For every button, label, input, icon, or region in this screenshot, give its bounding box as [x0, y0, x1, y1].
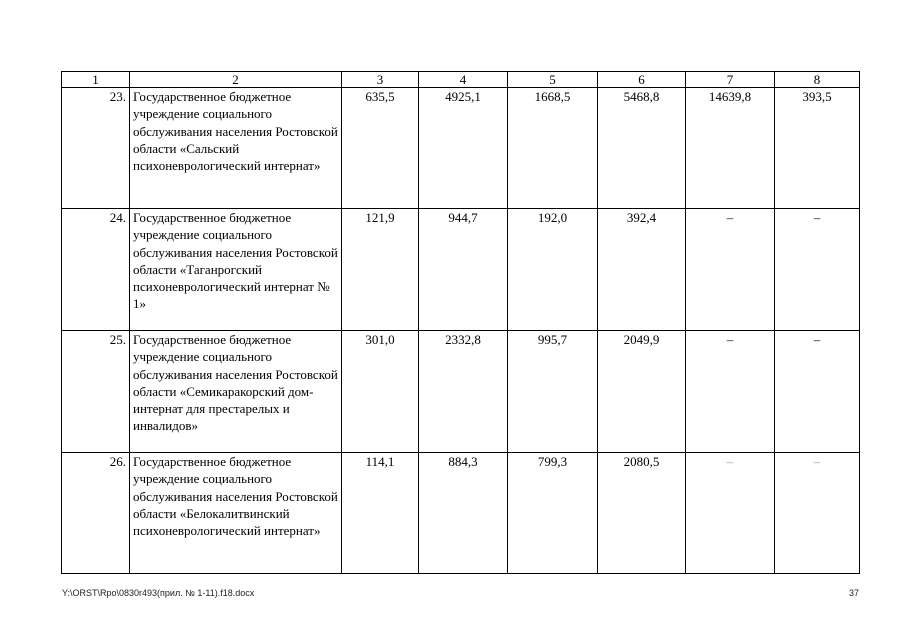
value-cell: 4925,1 [419, 88, 508, 209]
table-row [62, 331, 860, 453]
value-cell: 114,1 [342, 453, 419, 574]
column-header: 4 [419, 72, 508, 88]
row-number: 23. [62, 88, 130, 209]
value-cell: 1668,5 [508, 88, 598, 209]
table-header-row [62, 72, 860, 88]
column-header: 1 [62, 72, 130, 88]
column-header: 2 [130, 72, 342, 88]
table-row [62, 88, 860, 209]
page-number: 37 [848, 588, 859, 598]
institution-name: Государственное бюджетное учреждение социального обслуживания населения Ростовской области «Сальский психоневрологический интернат» [130, 88, 342, 209]
value-cell: 121,9 [342, 209, 419, 331]
value-cell: – [686, 331, 775, 453]
value-cell: – [686, 453, 775, 574]
table-row [62, 453, 860, 574]
row-number: 25. [62, 331, 130, 453]
institution-name: Государственное бюджетное учреждение социального обслуживания населения Ростовской области «Таганрогский психоневрологический интернат № 1» [130, 209, 342, 331]
value-cell: 392,4 [598, 209, 686, 331]
value-cell: – [775, 209, 860, 331]
value-cell: – [775, 453, 860, 574]
column-header: 8 [775, 72, 860, 88]
value-cell: 944,7 [419, 209, 508, 331]
value-cell: 192,0 [508, 209, 598, 331]
column-header: 3 [342, 72, 419, 88]
value-cell: 2332,8 [419, 331, 508, 453]
institution-name: Государственное бюджетное учреждение социального обслуживания населения Ростовской области «Белокалитвинский психоневрологический интернат» [130, 453, 342, 574]
row-number: 24. [62, 209, 130, 331]
value-cell: 995,7 [508, 331, 598, 453]
value-cell: – [775, 331, 860, 453]
column-header: 5 [508, 72, 598, 88]
value-cell: – [686, 209, 775, 331]
value-cell: 635,5 [342, 88, 419, 209]
table-row [62, 209, 860, 331]
value-cell: 2049,9 [598, 331, 686, 453]
column-header: 6 [598, 72, 686, 88]
value-cell: 884,3 [419, 453, 508, 574]
institution-name: Государственное бюджетное учреждение социального обслуживания населения Ростовской области «Семикаракорский дом-интернат для престарелых и инвалидов» [130, 331, 342, 453]
data-table [61, 71, 860, 574]
value-cell: 5468,8 [598, 88, 686, 209]
value-cell: 393,5 [775, 88, 860, 209]
value-cell: 301,0 [342, 331, 419, 453]
document-file-path: Y:\ORST\Rpo\0830r493(прил. № 1-11).f18.docx [62, 588, 255, 598]
value-cell: 14639,8 [686, 88, 775, 209]
row-number: 26. [62, 453, 130, 574]
value-cell: 2080,5 [598, 453, 686, 574]
column-header: 7 [686, 72, 775, 88]
value-cell: 799,3 [508, 453, 598, 574]
